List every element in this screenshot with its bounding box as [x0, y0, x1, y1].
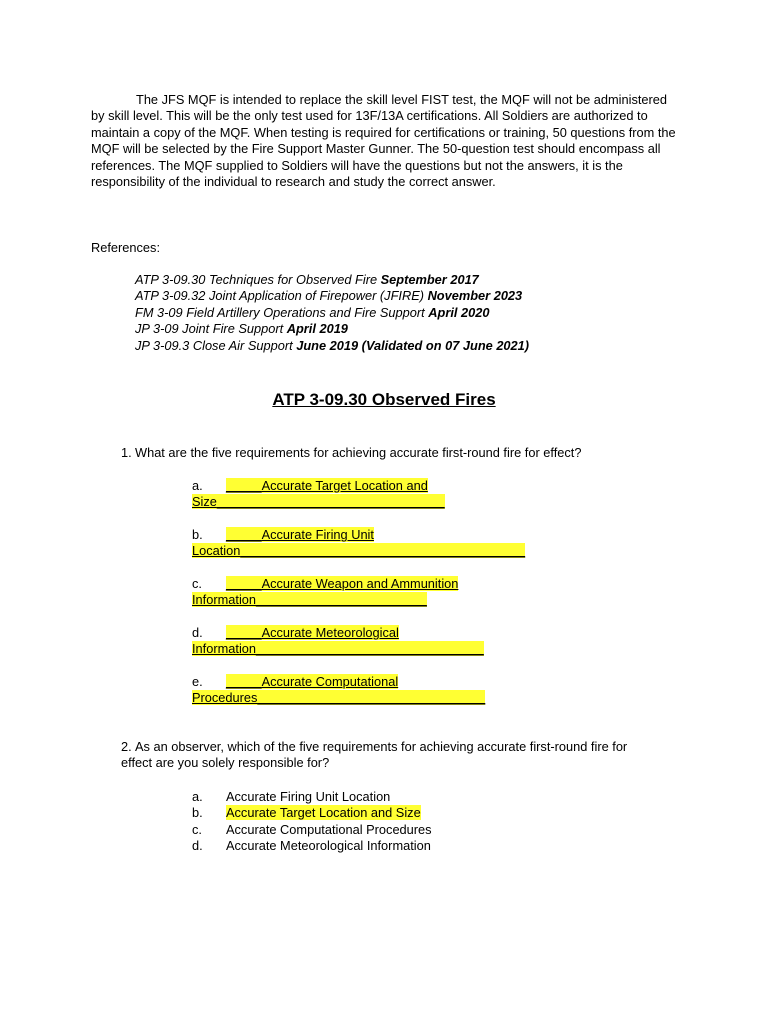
answer-fill [192, 543, 525, 558]
answer-blank: ________________________ [256, 592, 427, 608]
answer-blank: _____ [226, 576, 262, 591]
reference-date: April 2019 [286, 321, 348, 337]
answer-b [192, 527, 525, 560]
choice-text-highlighted: Accurate Target Location and Size [226, 805, 421, 821]
answer-blank: _____ [226, 478, 262, 493]
answer-blank: _____ [226, 527, 262, 542]
choice-text: Accurate Firing Unit Location [226, 789, 391, 804]
answer-text: Accurate Firing Unit [261, 527, 374, 542]
answer-fill [226, 625, 399, 640]
choice-letter: d. [192, 838, 203, 854]
reference-date: April 2020 [428, 304, 490, 320]
answer-text: Procedures [192, 690, 258, 706]
references-list [135, 272, 529, 354]
reference-date: September 2017 [380, 272, 479, 287]
intro-paragraph [91, 92, 681, 190]
choice-text: Accurate Computational Procedures [226, 821, 432, 837]
reference-date: November 2023 [427, 288, 523, 304]
choice-b [192, 805, 432, 821]
answer-blank: _____ [226, 625, 262, 640]
answer-text: Accurate Meteorological [261, 625, 399, 640]
reference-item [135, 305, 529, 321]
answer-fill [192, 592, 427, 607]
answer-blank: ________________________________ [257, 690, 486, 706]
answer-fill [226, 478, 428, 493]
answer-fill [192, 690, 485, 705]
answer-text: Information [192, 592, 257, 608]
reference-item [135, 288, 529, 304]
choice-text: Accurate Meteorological Information [226, 838, 431, 854]
choice-a [192, 789, 432, 805]
answer-fill [192, 494, 445, 509]
references-label: References: [91, 240, 160, 255]
answer-letter: e. [192, 674, 203, 689]
answer-e [192, 674, 485, 707]
section-title: ATP 3-09.30 Observed Fires [272, 390, 496, 409]
reference-title: FM 3-09 Field Artillery Operations and Fire Support [135, 304, 425, 320]
answer-text: Size [192, 494, 217, 510]
choice-letter: c. [192, 821, 202, 837]
question-number: 2. [121, 739, 132, 754]
reference-date: June 2019 (Validated on 07 June 2021) [296, 337, 530, 353]
answer-text: Accurate Computational [261, 674, 399, 689]
answer-text: Location [192, 543, 241, 559]
question-text-continued: effect are you solely responsible for? [121, 755, 330, 771]
answer-blank: ________________________________ [256, 641, 484, 657]
answer-text: Information [192, 641, 257, 657]
choice-letter: a. [192, 789, 203, 804]
question-number: 1. [121, 445, 132, 460]
intro-text: The JFS MQF is intended to replace the skill level FIST test, the MQF will not be administered by skill level. This will be the only test used for 13F/13A certifications. All Soldiers are authorized to maintain a copy of the MQF. When testing is required for certifications or training, 50 questions from the MQF will be selected by the Fire Support Master Gunner. The 50-question test should encompass all references. The MQF supplied to Soldiers will have the questions but not the answers, it is the responsibility of the individual to research and study the correct answer. [91, 92, 676, 190]
question-text: What are the five requirements for achieving accurate first-round fire for effect? [135, 445, 582, 460]
answer-letter: a. [192, 478, 203, 493]
answer-fill [192, 641, 484, 656]
choice-c [192, 822, 432, 838]
answer-blank: ________________________________________ [240, 543, 526, 559]
answer-c [192, 576, 458, 609]
question-2 [121, 739, 681, 772]
answer-letter: b. [192, 527, 203, 542]
choices-list [192, 789, 432, 855]
reference-item [135, 272, 529, 288]
reference-title: ATP 3-09.30 Techniques for Observed Fire [135, 272, 378, 287]
answer-fill [226, 674, 398, 689]
answer-letter: c. [192, 576, 202, 591]
reference-title: ATP 3-09.32 Joint Application of Firepower (JFIRE) [135, 288, 424, 304]
answer-fill [226, 576, 458, 591]
answer-blank: ________________________________ [216, 494, 445, 510]
answer-fill [226, 527, 374, 542]
reference-item [135, 321, 529, 337]
choice-letter: b. [192, 805, 203, 821]
reference-item [135, 338, 529, 354]
question-text: As an observer, which of the five requirements for achieving accurate first-round fire for [135, 739, 628, 754]
answer-d [192, 625, 484, 658]
answer-blank: _____ [226, 674, 262, 689]
answer-letter: d. [192, 625, 203, 640]
answer-text: Accurate Target Location and [261, 478, 428, 493]
answer-text: Accurate Weapon and Ammunition [261, 576, 459, 591]
answer-a [192, 478, 445, 511]
reference-title: JP 3-09.3 Close Air Support [135, 337, 293, 353]
question-1 [121, 445, 581, 461]
reference-title: JP 3-09 Joint Fire Support [135, 321, 284, 337]
choice-d [192, 838, 432, 854]
